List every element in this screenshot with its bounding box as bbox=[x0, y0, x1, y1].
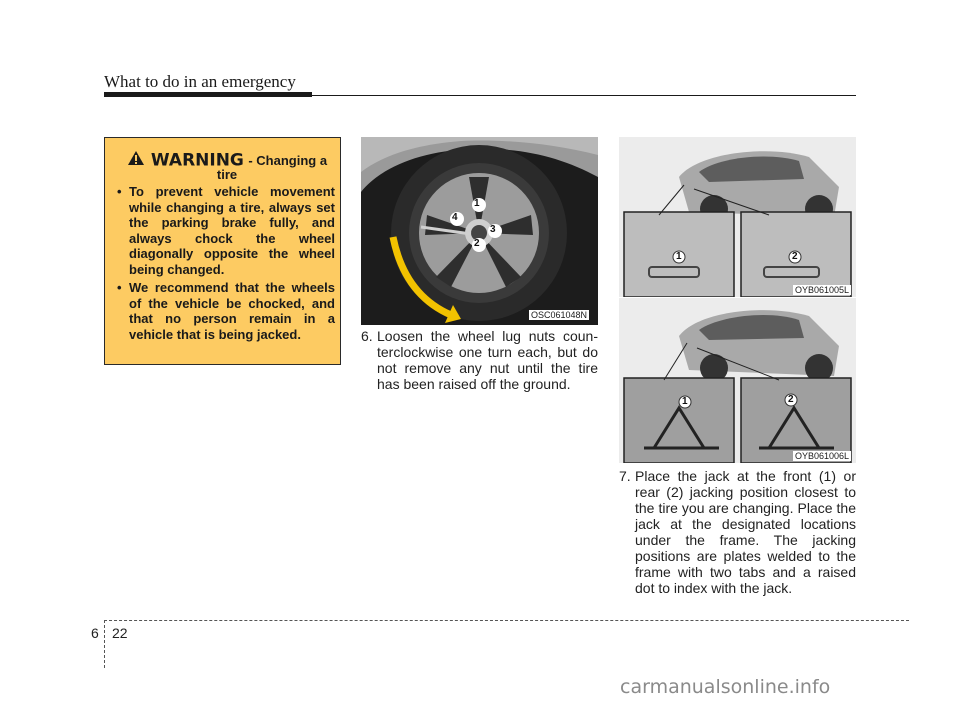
jack-point-label-2: 2 bbox=[792, 251, 798, 262]
warning-item: • We recommend that the wheels of the vehicle be chocked, and that no person remain in a vehicle that is being jacked. bbox=[117, 280, 335, 342]
step-6: 6. Loosen the wheel lug nuts counterclockwise one turn each, but do not remove any nut until the tire has been raised off the ground. bbox=[361, 328, 598, 392]
figure-caption: OYB061005L bbox=[795, 285, 850, 295]
footer-rule bbox=[104, 620, 909, 621]
wheel-label-4: 4 bbox=[452, 212, 458, 223]
chapter-number: 6 bbox=[91, 625, 99, 641]
jack-point-label-1: 1 bbox=[676, 251, 682, 262]
warning-list bbox=[115, 184, 335, 345]
wheel-label-3: 3 bbox=[490, 224, 496, 235]
warning-subtitle-cont: tire bbox=[216, 167, 238, 182]
footer-divider bbox=[104, 620, 105, 668]
figure-caption: OYB061006L bbox=[795, 451, 850, 461]
page-number: 22 bbox=[112, 625, 128, 641]
watermark: carmanualsonline.info bbox=[620, 676, 831, 698]
wheel-label-2: 2 bbox=[474, 238, 480, 249]
figure-caption: OSC061048N bbox=[531, 310, 588, 320]
jack-placement-label-1: 1 bbox=[682, 396, 688, 407]
warning-item: • To prevent vehicle movement while changing a tire, always set the parking brake fully, and always chock the wheel diagonally opposite the wheel being changed. bbox=[117, 184, 335, 277]
jack-placement-label-2: 2 bbox=[788, 394, 794, 405]
header-rule bbox=[104, 95, 856, 96]
section-title: What to do in an emergency bbox=[104, 72, 296, 91]
warning-label: WARNING bbox=[150, 150, 244, 171]
step-7: 7. Place the jack at the front (1) or rear (2) jacking position closest to the tire you are changing. Place the jack at the designated locations under the frame. The jacking positions are plates welded to the frame with two tabs and a raised dot to index with the jack. bbox=[619, 468, 856, 596]
warning-subtitle: - Changing a bbox=[248, 153, 328, 168]
warning-box bbox=[104, 137, 341, 365]
wheel-label-1: 1 bbox=[474, 198, 480, 209]
wheel-lug-nut-illustration bbox=[361, 137, 598, 325]
jacking-points-illustration bbox=[619, 137, 856, 297]
jack-placement-illustration bbox=[619, 298, 856, 463]
